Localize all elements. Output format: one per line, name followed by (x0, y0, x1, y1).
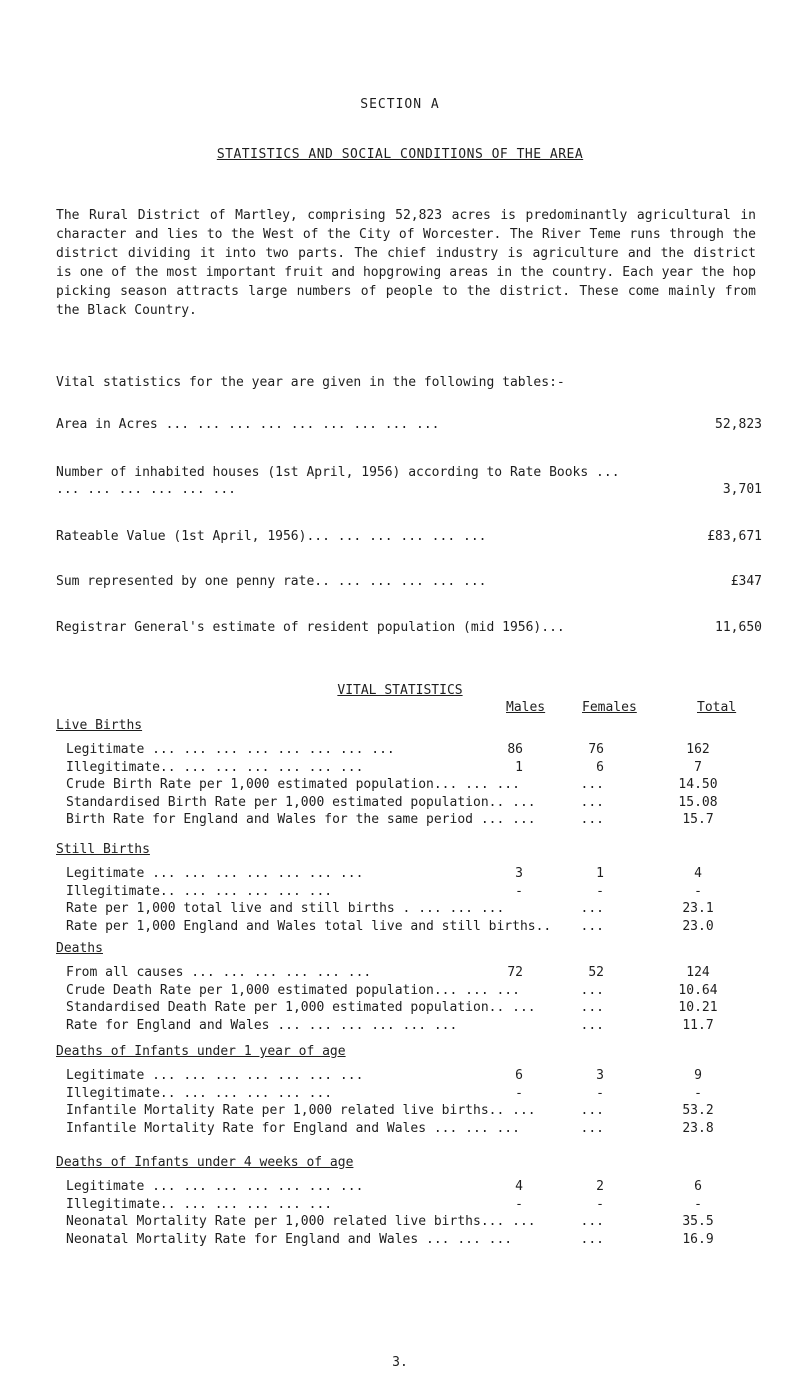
group-heading: Deaths of Infants under 4 weeks of age (56, 1155, 354, 1170)
row-label: Standardised Birth Rate per 1,000 estimated population.. ... (66, 795, 536, 810)
table-row (66, 1085, 766, 1102)
females-value: ... (580, 901, 604, 916)
group-heading: Deaths (56, 941, 103, 956)
stat-label: Sum represented by one penny rate.. ... ... ... ... ... (56, 574, 487, 589)
table-row (66, 759, 766, 776)
stat-penny-rate (56, 573, 762, 590)
row-label: Legitimate ... ... ... ... ... ... ... (66, 866, 364, 881)
table-row (66, 1102, 766, 1119)
table-row (66, 776, 766, 793)
group-heading: Live Births (56, 718, 143, 733)
females-value: 6 (596, 760, 604, 775)
females-value: ... (580, 1232, 604, 1247)
table-row (66, 1067, 766, 1084)
stat-label: Area in Acres ... ... ... ... ... ... ... ... ... (56, 417, 440, 432)
females-value: ... (580, 1018, 604, 1033)
table-row (66, 982, 766, 999)
row-label: Legitimate ... ... ... ... ... ... ... (66, 1179, 364, 1194)
section-subtitle: STATISTICS AND SOCIAL CONDITIONS OF THE AREA (216, 147, 584, 162)
total-value: 7 (694, 760, 702, 775)
table-row (66, 900, 766, 917)
total-value: 10.21 (678, 1000, 718, 1015)
females-value: ... (580, 919, 604, 934)
females-value: - (596, 1197, 604, 1212)
females-value: ... (580, 777, 604, 792)
stat-houses (56, 464, 762, 498)
table-row (66, 1213, 766, 1230)
row-label: Legitimate ... ... ... ... ... ... ... (66, 1068, 364, 1083)
total-value: 4 (694, 866, 702, 881)
row-label: Illegitimate.. ... ... ... ... ... (66, 884, 333, 899)
table-row (66, 964, 766, 981)
row-label: Illegitimate.. ... ... ... ... ... (66, 1086, 333, 1101)
group-heading: Still Births (56, 842, 150, 857)
stat-value: £83,671 (707, 529, 762, 544)
row-label: Infantile Mortality Rate per 1,000 related live births.. ... (66, 1103, 536, 1118)
total-value: 53.2 (682, 1103, 714, 1118)
females-value: 2 (596, 1179, 604, 1194)
males-value: - (515, 1086, 523, 1101)
row-label: Crude Birth Rate per 1,000 estimated population... ... ... (66, 777, 520, 792)
row-label: Crude Death Rate per 1,000 estimated population... ... ... (66, 983, 520, 998)
total-value: - (694, 1197, 702, 1212)
total-value: - (694, 1086, 702, 1101)
stat-area (56, 416, 762, 433)
total-value: 16.9 (682, 1232, 714, 1247)
stat-value: 3,701 (722, 482, 762, 497)
total-value: 35.5 (682, 1214, 714, 1229)
females-value: 52 (588, 965, 604, 980)
row-label: Birth Rate for England and Wales for the same period ... ... (66, 812, 536, 827)
table-row (66, 811, 766, 828)
total-value: 9 (694, 1068, 702, 1083)
females-value: 76 (588, 742, 604, 757)
table-row (66, 918, 766, 935)
females-value: ... (580, 1000, 604, 1015)
total-value: 23.0 (682, 919, 714, 934)
males-value: 1 (515, 760, 523, 775)
stat-population (56, 619, 762, 636)
total-value: 15.7 (682, 812, 714, 827)
stat-value: 52,823 (715, 417, 762, 432)
females-value: ... (580, 983, 604, 998)
column-header-females: Females (582, 700, 637, 715)
row-label: Illegitimate.. ... ... ... ... ... ... (66, 760, 364, 775)
row-label: From all causes ... ... ... ... ... ... (66, 965, 372, 980)
row-label: Rate for England and Wales ... ... ... ... ... ... (66, 1018, 458, 1033)
table-row (66, 999, 766, 1016)
stat-value: £347 (730, 574, 762, 589)
females-value: ... (580, 812, 604, 827)
section-heading: SECTION A (360, 97, 440, 112)
total-value: 10.64 (678, 983, 718, 998)
total-value: 6 (694, 1179, 702, 1194)
total-value: - (694, 884, 702, 899)
total-value: 23.1 (682, 901, 714, 916)
column-header-males: Males (506, 700, 546, 715)
row-label: Rate per 1,000 total live and still births . ... ... ... (66, 901, 505, 916)
males-value: 86 (507, 742, 523, 757)
females-value: 3 (596, 1068, 604, 1083)
vital-statistics-heading: VITAL STATISTICS (337, 683, 463, 698)
females-value: - (596, 1086, 604, 1101)
stat-label: Registrar General's estimate of resident population (mid 1956)... (56, 620, 565, 635)
row-label: Neonatal Mortality Rate per 1,000 related live births... ... (66, 1214, 536, 1229)
total-value: 15.08 (678, 795, 718, 810)
table-row (66, 1231, 766, 1248)
males-value: - (515, 1197, 523, 1212)
females-value: 1 (596, 866, 604, 881)
males-value: 4 (515, 1179, 523, 1194)
total-value: 124 (686, 965, 710, 980)
total-value: 162 (686, 742, 710, 757)
table-row (66, 883, 766, 900)
row-label: Legitimate ... ... ... ... ... ... ... ... (66, 742, 395, 757)
vital-intro: Vital statistics for the year are given in the following tables:- (56, 375, 565, 390)
stat-label: Number of inhabited houses (1st April, 1956) according to Rate Books ... ... ... ... ... ... ... (56, 465, 620, 497)
males-value: - (515, 884, 523, 899)
table-row (66, 741, 766, 758)
males-value: 72 (507, 965, 523, 980)
stat-rateable (56, 528, 762, 545)
row-label: Rate per 1,000 England and Wales total live and still births.. (66, 919, 552, 934)
total-value: 23.8 (682, 1121, 714, 1136)
females-value: ... (580, 1214, 604, 1229)
table-row (66, 1017, 766, 1034)
column-header-total: Total (697, 700, 737, 715)
males-value: 3 (515, 866, 523, 881)
page-number: 3. (392, 1355, 408, 1370)
stat-label: Rateable Value (1st April, 1956)... ... ... ... ... ... (56, 529, 487, 544)
males-value: 6 (515, 1068, 523, 1083)
table-row (66, 865, 766, 882)
table-row (66, 1120, 766, 1137)
stat-value: 11,650 (715, 620, 762, 635)
row-label: Illegitimate.. ... ... ... ... ... (66, 1197, 333, 1212)
intro-paragraph (56, 206, 756, 320)
table-row (66, 1196, 766, 1213)
row-label: Neonatal Mortality Rate for England and Wales ... ... ... (66, 1232, 513, 1247)
females-value: - (596, 884, 604, 899)
intro-text: The Rural District of Martley, comprising 52,823 acres is predominantly agricultural in character and lies to the West of the City of Worcester. The River Teme runs through the district dividing it into two parts. The chief industry is agriculture and the district is one of the most important fruit and hopgrowing areas in the country. Each year the hop picking season attracts large numbers of people to the district. These come mainly from the Black Country. (56, 208, 756, 318)
table-row (66, 1178, 766, 1195)
females-value: ... (580, 1121, 604, 1136)
total-value: 11.7 (682, 1018, 714, 1033)
group-heading: Deaths of Infants under 1 year of age (56, 1044, 346, 1059)
total-value: 14.50 (678, 777, 718, 792)
females-value: ... (580, 1103, 604, 1118)
table-row (66, 794, 766, 811)
row-label: Infantile Mortality Rate for England and Wales ... ... ... (66, 1121, 520, 1136)
females-value: ... (580, 795, 604, 810)
row-label: Standardised Death Rate per 1,000 estimated population.. ... (66, 1000, 536, 1015)
